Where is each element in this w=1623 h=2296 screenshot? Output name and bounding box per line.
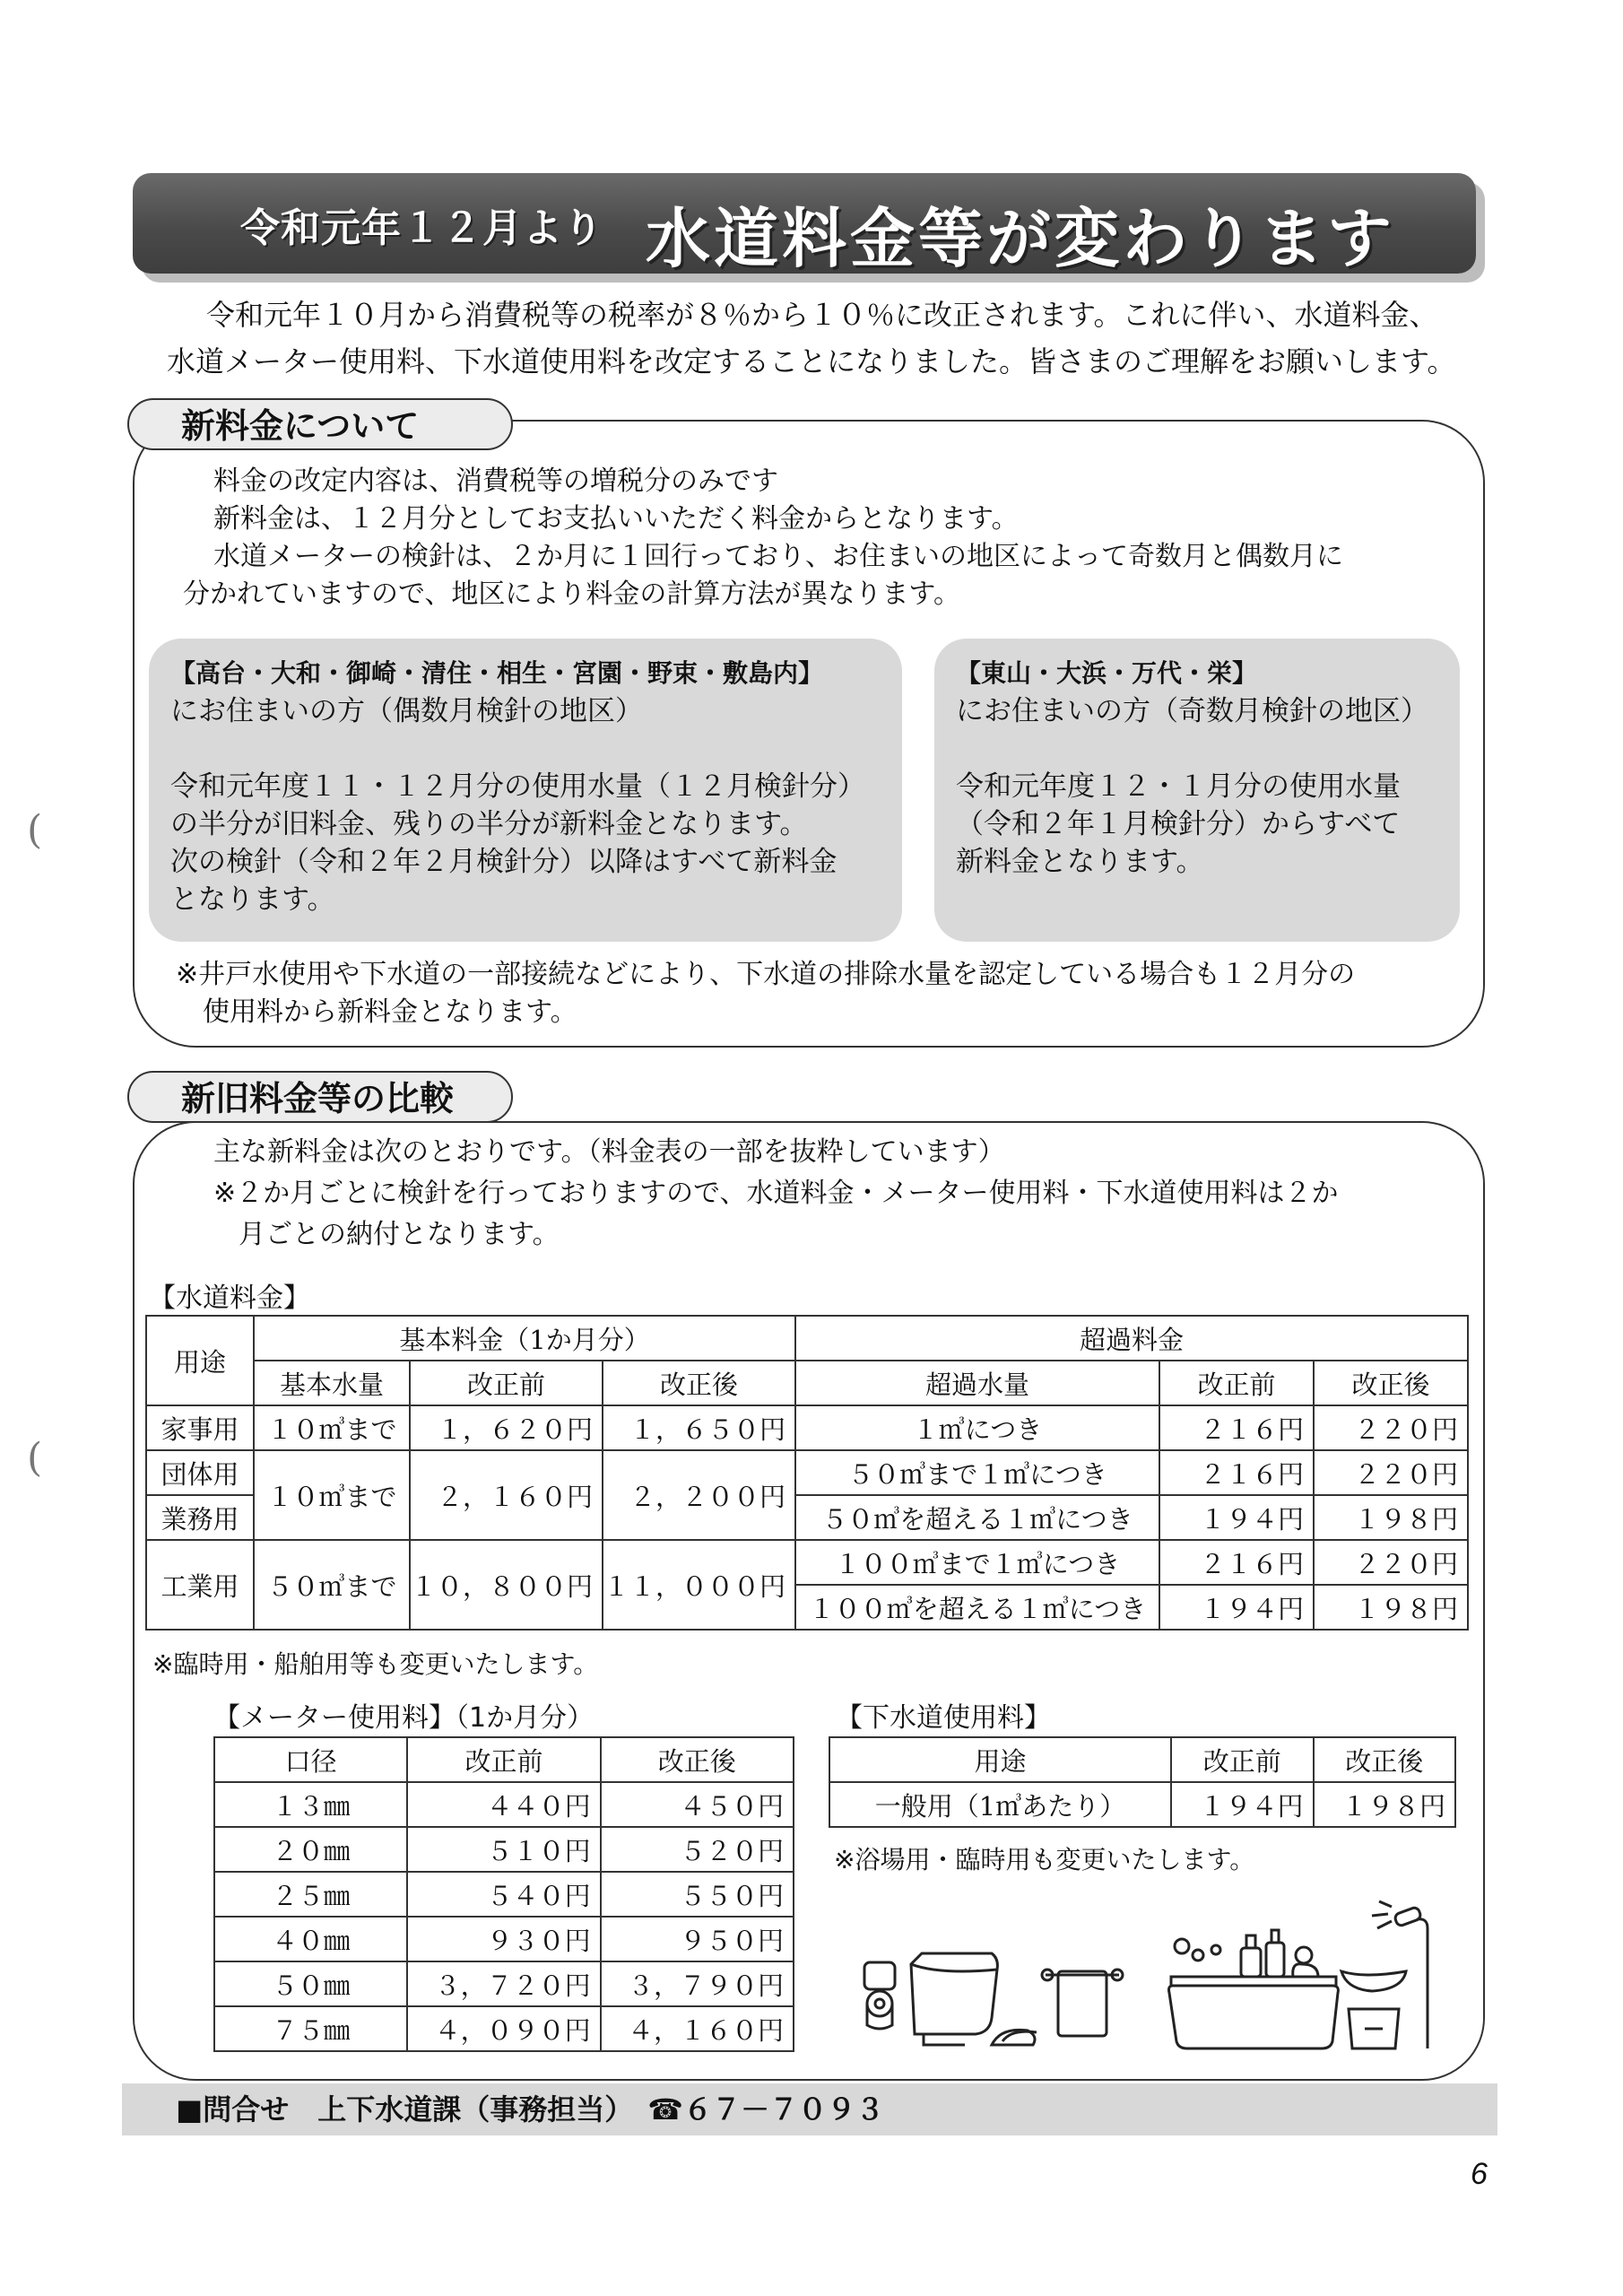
intro-line-2: 水道メーター使用料、下水道使用料を改定することになりました。皆さまのご理解をお願いします。: [167, 344, 1456, 378]
excess-volume-up-to-100: １００㎥まで１㎥につき: [795, 1540, 1159, 1585]
odd-box-line-3: 新料金となります。: [956, 846, 1204, 878]
meter-before-40: ９３０円: [407, 1917, 600, 1961]
basic-volume-group-business: １０㎥まで: [254, 1450, 410, 1540]
excess-after-up-to-50: ２２０円: [1314, 1450, 1468, 1495]
odd-month-district-box: [934, 639, 1460, 942]
meter-after-50: ３，７９０円: [601, 1961, 794, 2006]
meter-fee-table: [213, 1736, 794, 2052]
header-excess-before: 改正前: [1159, 1361, 1314, 1405]
meter-before-25: ５４０円: [407, 1872, 600, 1917]
meter-after-13: ４５０円: [601, 1782, 794, 1827]
excess-before-over-50: １９４円: [1159, 1495, 1314, 1540]
use-industrial: 工業用: [146, 1540, 254, 1630]
meter-after-75: ４，１６０円: [601, 2006, 794, 2051]
table-row: [214, 1872, 794, 1917]
water-fee-table: [145, 1315, 1469, 1631]
header-sewer-before: 改正前: [1171, 1737, 1313, 1782]
odd-district-resident: にお住まいの方（奇数月検針の地区）: [956, 695, 1428, 727]
excess-after-household: ２２０円: [1314, 1405, 1468, 1450]
table-row: [146, 1316, 1468, 1361]
sewer-before: １９４円: [1171, 1782, 1313, 1827]
binding-mark: (: [27, 807, 43, 853]
section-comparison-title: 新旧料金等の比較: [127, 1071, 513, 1123]
header-basic-after: 改正後: [603, 1361, 795, 1405]
header-basic-volume: 基本水量: [254, 1361, 410, 1405]
table-row: [214, 1917, 794, 1961]
section1-note-line-1: ※井戸水使用や下水道の一部接続などにより、下水道の排除水量を認定している場合も１２月分の: [176, 959, 1356, 990]
meter-after-20: ５２０円: [601, 1827, 794, 1872]
odd-box-line-1: 令和元年度１２・１月分の使用水量: [956, 770, 1401, 803]
excess-before-up-to-100: ２１６円: [1159, 1540, 1314, 1585]
meter-before-13: ４４０円: [407, 1782, 600, 1827]
slippers-icon: [992, 2030, 1037, 2045]
caliber-20: ２０㎜: [214, 1827, 407, 1872]
section1-line-2: 新料金は、１２月分としてお支払いいただく料金からとなります。: [213, 503, 1019, 535]
bathroom-illustration: [857, 1866, 1467, 2054]
page-number: 6: [1471, 2157, 1488, 2191]
excess-before-household: ２１６円: [1159, 1405, 1314, 1450]
even-month-district-box: [149, 639, 902, 942]
header-meter-after: 改正後: [601, 1737, 794, 1782]
bathtub-icon: [1169, 1977, 1339, 2048]
section1-note-line-2: 使用料から新料金となります。: [203, 996, 577, 1028]
rubber-duck-icon: [1293, 1947, 1318, 1977]
header-sewer-after: 改正後: [1314, 1737, 1456, 1782]
header-use: 用途: [146, 1316, 254, 1405]
excess-after-over-100: １９８円: [1314, 1585, 1468, 1630]
header-excess-fee: 超過料金: [795, 1316, 1468, 1361]
banner-subtitle: 令和元年１２月より: [240, 205, 603, 251]
use-household: 家事用: [146, 1405, 254, 1450]
header-basic-before: 改正前: [410, 1361, 603, 1405]
use-group: 団体用: [146, 1450, 254, 1495]
use-business: 業務用: [146, 1495, 254, 1540]
excess-after-up-to-100: ２２０円: [1314, 1540, 1468, 1585]
sewer-fee-note: ※浴場用・臨時用も変更いたします。: [834, 1845, 1255, 1874]
table-row: [214, 2006, 794, 2051]
sewer-after: １９８円: [1314, 1782, 1456, 1827]
toilet-icon: [911, 1953, 997, 2045]
table-row: [146, 1450, 1468, 1495]
basic-after-industrial: １１，０００円: [603, 1540, 795, 1630]
meter-before-50: ３，７２０円: [407, 1961, 600, 2006]
basic-after-group-business: ２，２００円: [603, 1450, 795, 1540]
banner-title: 水道料金等が変わります: [646, 201, 1396, 276]
sewer-use-general: 一般用（1㎥あたり）: [829, 1782, 1171, 1827]
excess-after-over-50: １９８円: [1314, 1495, 1468, 1540]
caliber-75: ７５㎜: [214, 2006, 407, 2051]
towel-rack-icon: [1042, 1970, 1123, 2036]
table-row: [214, 1827, 794, 1872]
binding-mark: (: [27, 1435, 43, 1481]
header-meter-before: 改正前: [407, 1737, 600, 1782]
bubble-icon: [1175, 1939, 1189, 1953]
excess-before-over-100: １９４円: [1159, 1585, 1314, 1630]
caliber-13: １３㎜: [214, 1782, 407, 1827]
meter-after-25: ５５０円: [601, 1872, 794, 1917]
even-district-list: 【高台・大和・御崎・清住・相生・宮園・野束・敷島内】: [170, 658, 824, 688]
header-sewer-use: 用途: [829, 1737, 1171, 1782]
table-row: [214, 1737, 794, 1782]
excess-volume-up-to-50: ５０㎥まで１㎥につき: [795, 1450, 1159, 1495]
excess-before-up-to-50: ２１６円: [1159, 1450, 1314, 1495]
meter-before-75: ４，０９０円: [407, 2006, 600, 2051]
table-row: [146, 1540, 1468, 1585]
sewer-fee-label: 【下水道使用料】: [836, 1702, 1051, 1734]
sewer-fee-table: [829, 1736, 1456, 1828]
caliber-40: ４０㎜: [214, 1917, 407, 1961]
shampoo-bottle-icon: [1241, 1930, 1284, 1977]
basic-before-group-business: ２，１６０円: [410, 1450, 603, 1540]
basic-before-industrial: １０，８００円: [410, 1540, 603, 1630]
caliber-25: ２５㎜: [214, 1872, 407, 1917]
contact-info: ■問合せ 上下水道課（事務担当） ☎６７－７０９３: [176, 2092, 885, 2126]
header-excess-after: 改正後: [1314, 1361, 1468, 1405]
even-box-line-1: 令和元年度１１・１２月分の使用水量（１２月検針分）: [170, 770, 865, 803]
odd-district-list: 【東山・大浜・万代・栄】: [956, 658, 1258, 688]
table-row: [146, 1405, 1468, 1450]
table-row: [829, 1782, 1455, 1827]
even-box-line-3: 次の検針（令和２年２月検針分）以降はすべて新料金: [170, 846, 838, 878]
section1-line-4: 分かれていますので、地区により料金の計算方法が異なります。: [183, 578, 960, 610]
even-box-line-2: の半分が旧料金、残りの半分が新料金となります。: [170, 808, 808, 840]
toilet-paper-icon: [864, 1962, 895, 2029]
intro-line-1: 令和元年１０月から消費税等の税率が８％から１０％に改正されます。これに伴い、水道料金、: [206, 298, 1438, 332]
table-row: [829, 1737, 1455, 1782]
section2-line-1: 主な新料金は次のとおりです。（料金表の一部を抜粋しています）: [213, 1136, 1005, 1168]
section2-line-3: 月ごとの納付となります。: [239, 1219, 560, 1250]
even-box-line-4: となります。: [170, 883, 335, 916]
excess-volume-over-100: １００㎥を超える１㎥につき: [795, 1585, 1159, 1630]
section2-line-2: ※２か月ごとに検針を行っておりますので、水道料金・メーター使用料・下水道使用料は２か: [213, 1178, 1339, 1209]
caliber-50: ５０㎜: [214, 1961, 407, 2006]
even-district-resident: にお住まいの方（偶数月検針の地区）: [170, 695, 643, 727]
header-caliber: 口径: [214, 1737, 407, 1782]
section1-line-3: 水道メーターの検針は、２か月に１回行っており、お住まいの地区によって奇数月と偶数月に: [213, 541, 1343, 572]
table-row: [146, 1361, 1468, 1405]
section-new-fees-title: 新料金について: [127, 398, 513, 450]
water-fee-note: ※臨時用・船舶用等も変更いたします。: [152, 1649, 599, 1679]
excess-volume-over-50: ５０㎥を超える１㎥につき: [795, 1495, 1159, 1540]
header-basic-fee: 基本料金（1か月分）: [254, 1316, 795, 1361]
water-fee-label: 【水道料金】: [149, 1283, 310, 1314]
section1-line-1: 料金の改定内容は、消費税等の増税分のみです: [213, 465, 778, 497]
bath-stool-icon: [1341, 1971, 1406, 2048]
header-excess-volume: 超過水量: [795, 1361, 1159, 1405]
meter-fee-label: 【メーター使用料】（1か月分）: [213, 1702, 595, 1734]
basic-volume-household: １０㎥まで: [254, 1405, 410, 1450]
basic-before-household: １，６２０円: [410, 1405, 603, 1450]
odd-box-line-2: （令和２年１月検針分）からすべて: [956, 808, 1401, 840]
basic-volume-industrial: ５０㎥まで: [254, 1540, 410, 1630]
meter-after-40: ９５０円: [601, 1917, 794, 1961]
table-row: [214, 1961, 794, 2006]
table-row: [214, 1782, 794, 1827]
meter-before-20: ５１０円: [407, 1827, 600, 1872]
excess-volume-household: １㎥につき: [795, 1405, 1159, 1450]
basic-after-household: １，６５０円: [603, 1405, 795, 1450]
